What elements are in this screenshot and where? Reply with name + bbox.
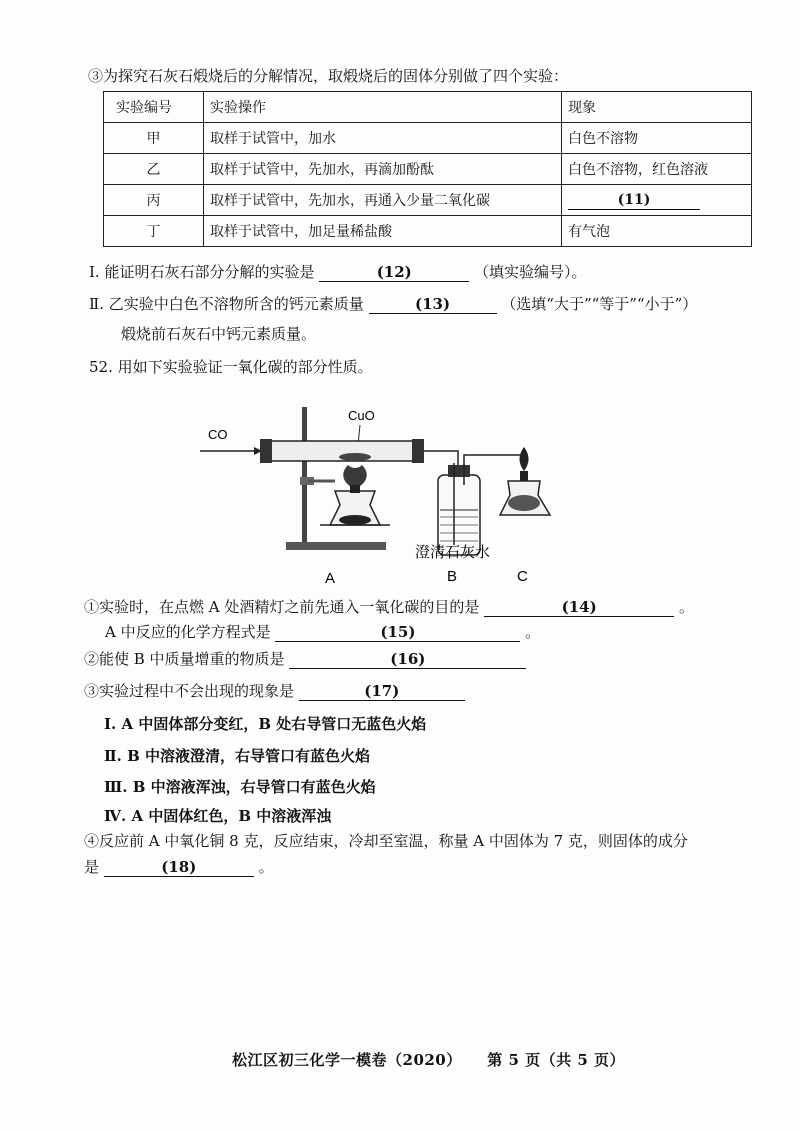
- answer-blank-12[interactable]: (12): [319, 263, 469, 282]
- option-ii[interactable]: Ⅱ. B 中溶液澄清，右导管口有蓝色火焰: [104, 747, 370, 765]
- part-ii-line2: 煅烧前石灰石中钙元素质量。: [121, 325, 317, 343]
- header-exp-operation: 实验操作: [204, 92, 562, 123]
- alcohol-lamp-c: [500, 447, 550, 515]
- cell-phenomenon-blank: [562, 185, 752, 216]
- answer-blank-15[interactable]: (15): [275, 623, 520, 642]
- cell-exp-id: 乙: [104, 154, 204, 185]
- co-arrow-icon: [200, 447, 262, 455]
- footer-page-number: 第 5 页（共 5 页）: [487, 1051, 625, 1069]
- cell-exp-id: 丙: [104, 185, 204, 216]
- s1b-suffix: 。: [525, 623, 541, 641]
- s1b-text: A 中反应的化学方程式是: [105, 623, 271, 641]
- option-iii[interactable]: Ⅲ. B 中溶液浑浊，右导管口有蓝色火焰: [104, 778, 376, 796]
- iron-stand: [286, 407, 386, 550]
- s1-suffix: 。: [678, 598, 694, 616]
- part-ii-text: Ⅱ. 乙实验中白色不溶物所含的钙元素质量: [89, 295, 364, 313]
- label-b: B: [447, 568, 458, 585]
- table-row: [104, 123, 752, 154]
- cell-operation: 取样于试管中，加足量稀盐酸: [204, 216, 562, 247]
- co-label: CO: [208, 427, 228, 442]
- q52-s3: [84, 681, 465, 701]
- header-phenomenon: 现象: [562, 92, 752, 123]
- q51-3-intro: ③为探究石灰石煅烧后的分解情况，取煅烧后的固体分别做了四个实验：: [88, 67, 569, 85]
- experiment-table: [103, 91, 752, 247]
- cell-operation: 取样于试管中，先加水，再通入少量二氧化碳: [204, 185, 562, 216]
- cell-phenomenon: 白色不溶物: [562, 123, 752, 154]
- cell-exp-id: 丁: [104, 216, 204, 247]
- s1-text: ①实验时，在点燃 A 处酒精灯之前先通入一氧化碳的目的是: [84, 598, 480, 616]
- q52-title: 52. 用如下实验验证一氧化碳的部分性质。: [89, 358, 373, 376]
- table-row: [104, 154, 752, 185]
- s4-suffix: 。: [258, 858, 274, 876]
- footer-exam-title: 松江区初三化学一模卷（2020）: [232, 1051, 462, 1069]
- cuo-label: CuO: [348, 408, 375, 423]
- q52-s1: [84, 597, 694, 617]
- table-header-row: [104, 92, 752, 123]
- cell-operation: 取样于试管中，先加水，再滴加酚酞: [204, 154, 562, 185]
- q52-s4-line2: [84, 857, 274, 877]
- answer-blank-14[interactable]: (14): [484, 598, 674, 617]
- table-row: [104, 216, 752, 247]
- cell-phenomenon: 有气泡: [562, 216, 752, 247]
- label-a: A: [325, 570, 336, 587]
- q51-3-part-i: [89, 262, 587, 282]
- label-c: C: [517, 568, 528, 585]
- option-iv[interactable]: Ⅳ. A 中固体红色，B 中溶液浑浊: [104, 807, 332, 825]
- part-i-suffix: （填实验编号）。: [474, 263, 587, 281]
- q51-3-part-ii: [89, 294, 697, 314]
- alcohol-lamp-a: [320, 465, 390, 525]
- q52-s1b: [105, 622, 540, 642]
- footer: [232, 1049, 625, 1070]
- cell-phenomenon: 白色不溶物，红色溶液: [562, 154, 752, 185]
- answer-blank-17[interactable]: (17): [299, 682, 465, 701]
- cell-operation: 取样于试管中，加水: [204, 123, 562, 154]
- answer-blank-11[interactable]: (11): [568, 191, 700, 210]
- answer-blank-16[interactable]: (16): [289, 650, 526, 669]
- q52-s2: [84, 649, 526, 669]
- option-i[interactable]: Ⅰ. A 中固体部分变红，B 处右导管口无蓝色火焰: [104, 715, 427, 733]
- header-exp-id: 实验编号: [104, 92, 204, 123]
- part-i-text: Ⅰ. 能证明石灰石部分分解的实验是: [89, 263, 315, 281]
- s2-text: ②能使 B 中质量增重的物质是: [84, 650, 285, 668]
- limewater-label: 澄清石灰水: [415, 544, 491, 561]
- apparatus-diagram: [190, 385, 590, 590]
- s3-text: ③实验过程中不会出现的现象是: [84, 682, 295, 700]
- s4-text: 是: [84, 858, 100, 876]
- part-ii-suffix: （选填“大于”“等于”“小于”）: [501, 295, 698, 313]
- table-row: [104, 185, 752, 216]
- combustion-tube: [260, 439, 424, 463]
- cell-exp-id: 甲: [104, 123, 204, 154]
- q52-s4-line1: ④反应前 A 中氧化铜 8 克，反应结束，冷却至室温，称量 A 中固体为 7 克，则固体的成分: [84, 832, 688, 850]
- answer-blank-18[interactable]: (18): [104, 858, 254, 877]
- answer-blank-13[interactable]: (13): [369, 295, 497, 314]
